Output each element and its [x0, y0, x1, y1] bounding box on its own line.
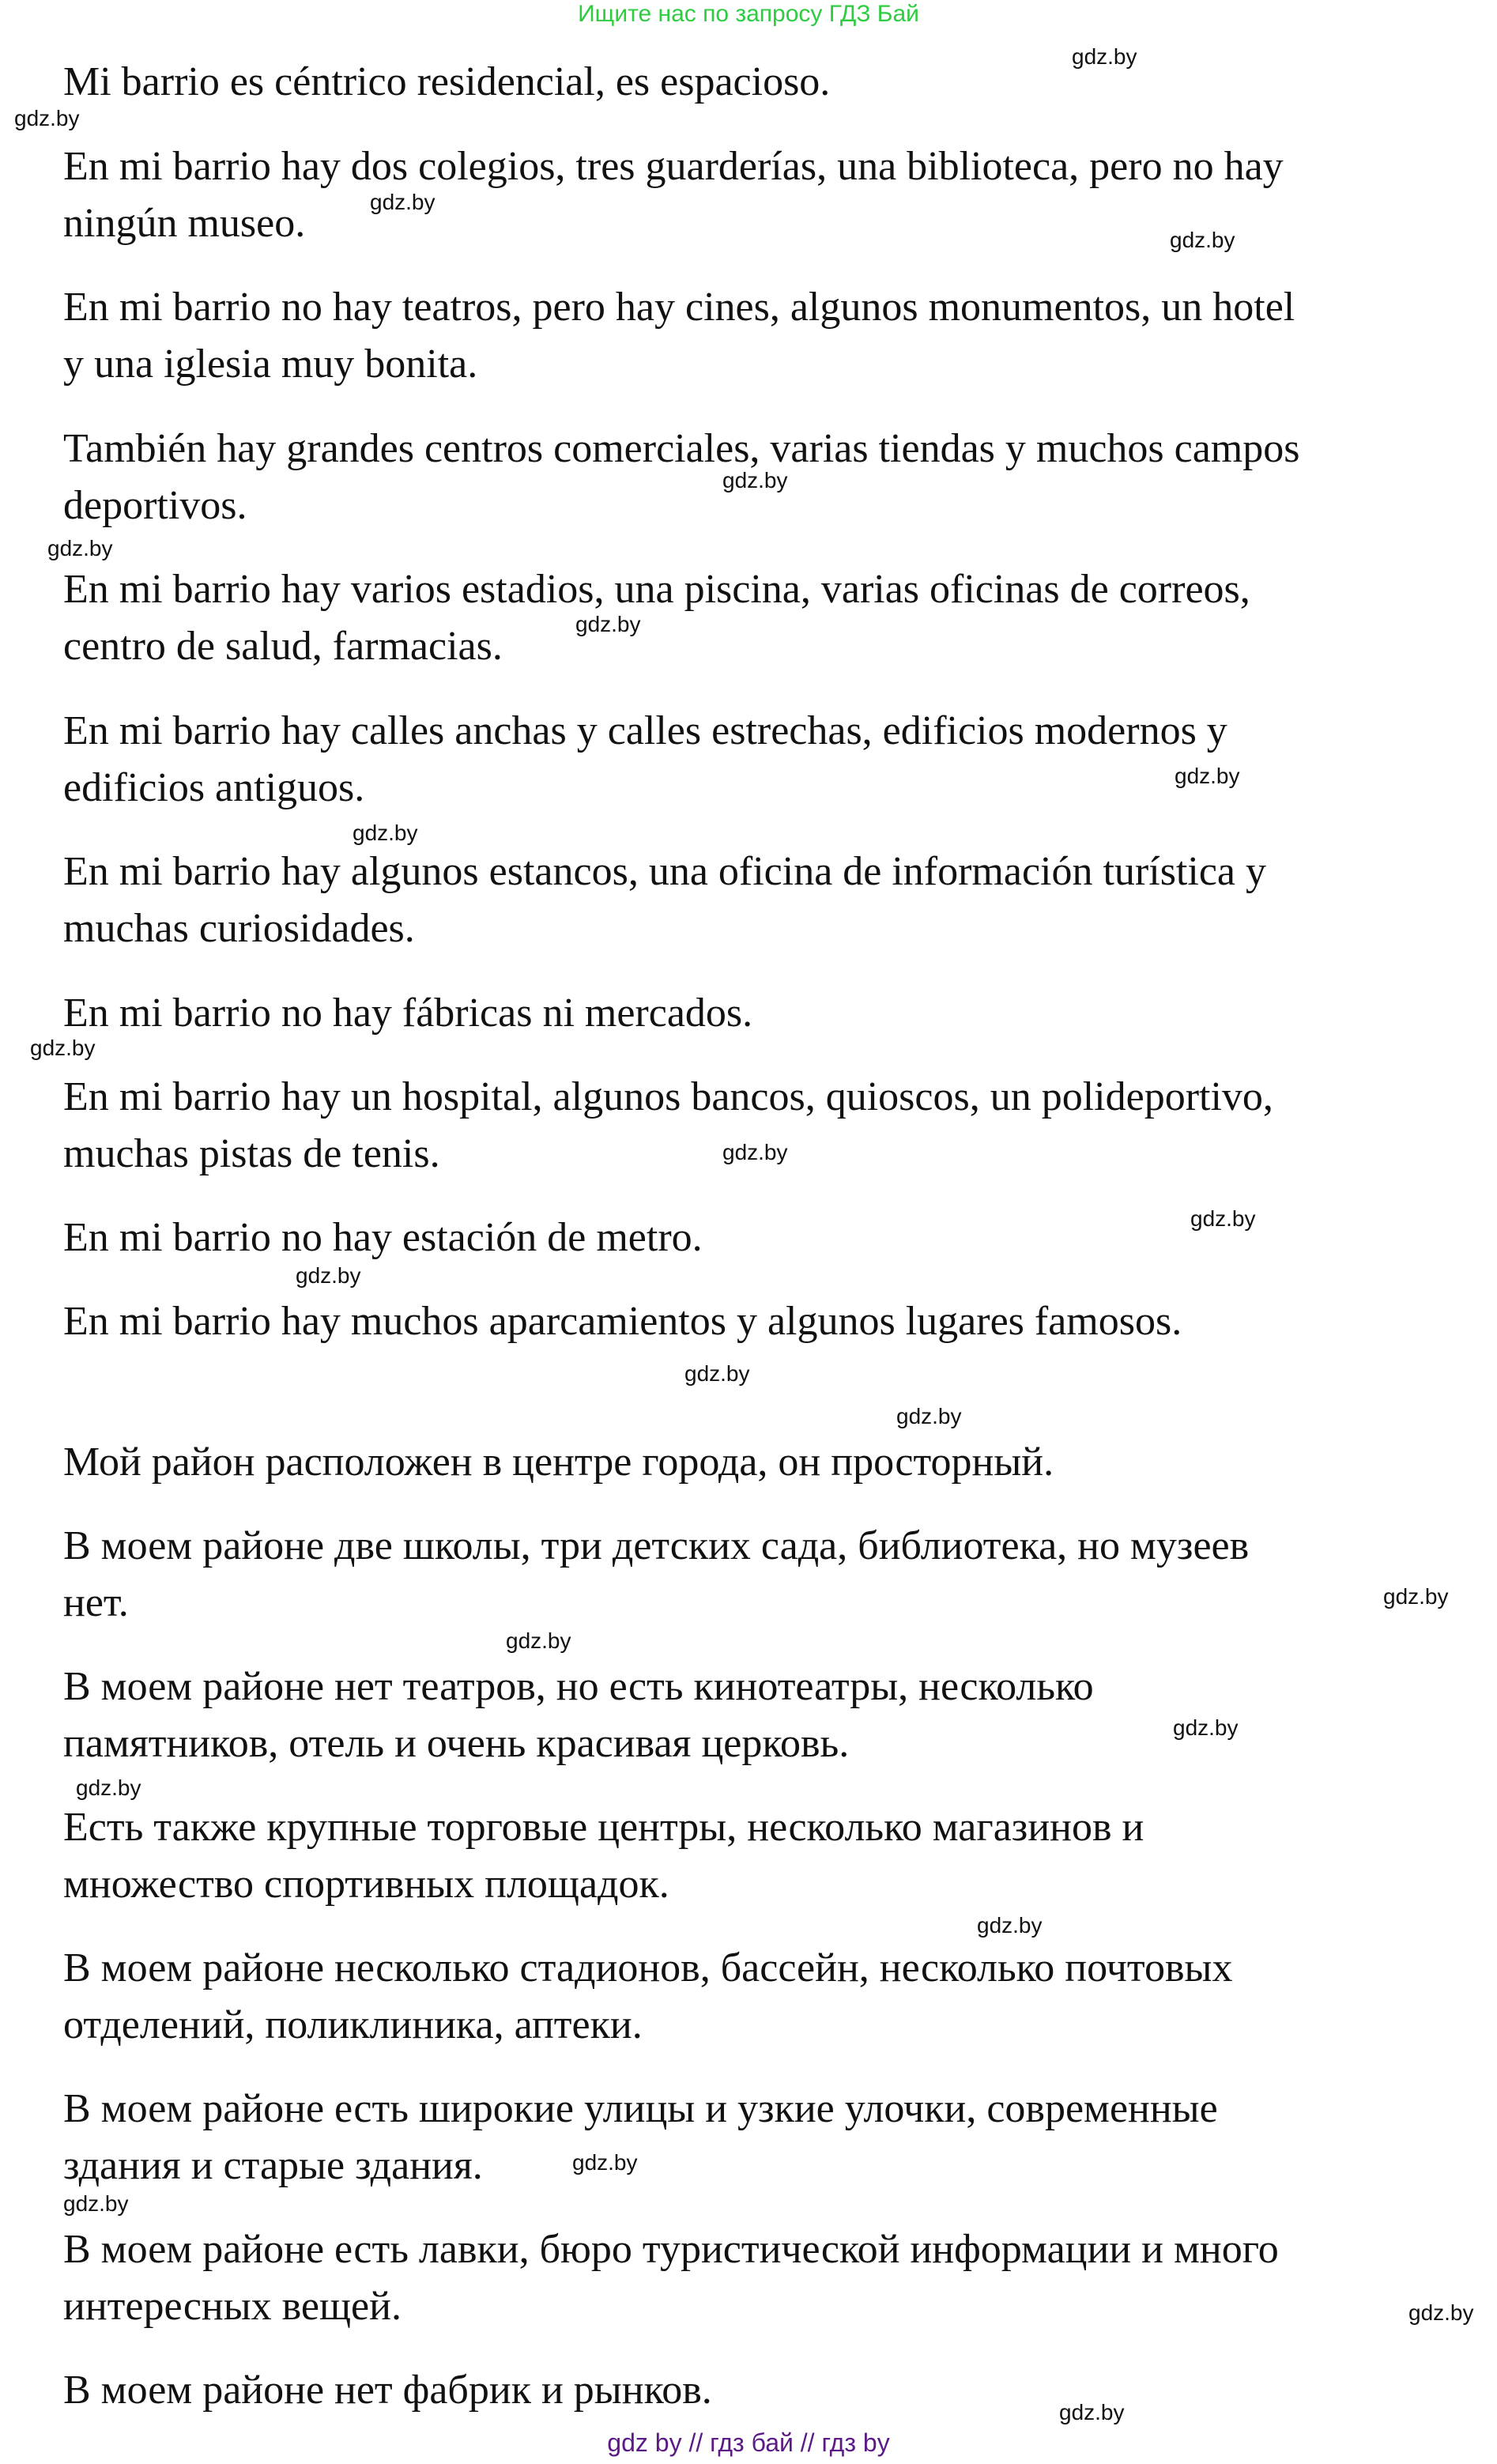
paragraph: También hay grandes centros comerciales, varias tiendas y muchos campos deportivos. [63, 426, 1300, 528]
watermark: gdz.by [14, 106, 80, 130]
watermark: gdz.by [76, 1775, 141, 1800]
paragraph: En mi barrio hay calles anchas y calles estrechas, edificios modernos y edificios antiguos. [63, 708, 1227, 810]
watermark: gdz.by [30, 1036, 96, 1060]
paragraph: En mi barrio hay dos colegios, tres guarderías, una biblioteca, pero no hay ningún museo. [63, 144, 1284, 246]
paragraph: Есть также крупные торговые центры, несколько магазинов и множество спортивных площадок. [63, 1805, 1144, 1907]
paragraph: En mi barrio hay varios estadios, una piscina, varias oficinas de correos, centro de salud, farmacias. [63, 567, 1250, 669]
paragraph: En mi barrio no hay fábricas ni mercados. [63, 991, 753, 1036]
watermark: gdz.by [722, 468, 788, 492]
watermark: gdz.by [1059, 2400, 1125, 2424]
paragraph: En mi barrio hay muchos aparcamientos y algunos lugares famosos. [63, 1299, 1182, 1344]
watermark: gdz.by [1170, 228, 1235, 252]
watermark: gdz.by [370, 190, 436, 214]
paragraph: В моем районе есть лавки, бюро туристической информации и много интересных вещей. [63, 2227, 1279, 2329]
paragraph: Мой район расположен в центре города, он просторный. [63, 1440, 1054, 1485]
watermark: gdz.by [1383, 1584, 1449, 1609]
watermark: gdz.by [1175, 764, 1240, 788]
paragraph: В моем районе нет фабрик и рынков. [63, 2368, 712, 2413]
paragraph: En mi barrio no hay estación de metro. [63, 1215, 703, 1260]
paragraph: Mi barrio es céntrico residencial, es espacioso. [63, 59, 831, 104]
paragraph: En mi barrio no hay teatros, pero hay cines, algunos monumentos, un hotel y una iglesia muy bonita. [63, 285, 1295, 387]
watermark: gdz.by [1408, 2300, 1474, 2325]
watermark: gdz.by [1173, 1715, 1239, 1740]
watermark: gdz.by [575, 612, 641, 636]
watermark: gdz.by [684, 1361, 750, 1386]
watermark: gdz.by [572, 2150, 638, 2175]
paragraph: En mi barrio hay un hospital, algunos bancos, quioscos, un polideportivo, muchas pistas de tenis. [63, 1074, 1273, 1176]
watermark: gdz.by [977, 1913, 1043, 1938]
paragraph: В моем районе есть широкие улицы и узкие улочки, современные здания и старые здания. [63, 2086, 1218, 2188]
watermark: gdz.by [1072, 44, 1137, 69]
footer-link[interactable]: gdz by // гдз бай // гдз by [607, 2428, 890, 2457]
paragraph: В моем районе несколько стадионов, бассейн, несколько почтовых отделений, поликлиника, аптеки. [63, 1945, 1233, 2047]
watermark: gdz.by [896, 1404, 962, 1428]
watermark: gdz.by [506, 1628, 571, 1653]
watermark: gdz.by [1190, 1206, 1256, 1231]
paragraph: En mi barrio hay algunos estancos, una oficina de información turística y muchas curiosidades. [63, 849, 1266, 951]
paragraph: В моем районе две школы, три детских сада, библиотека, но музеев нет. [63, 1523, 1250, 1625]
watermark: gdz.by [47, 536, 113, 560]
watermark: gdz.by [296, 1263, 361, 1288]
watermark: gdz.by [353, 821, 418, 845]
watermark: gdz.by [722, 1140, 788, 1164]
watermark: gdz.by [63, 2191, 129, 2216]
paragraph: В моем районе нет театров, но есть кинотеатры, несколько памятников, отель и очень красивая церковь. [63, 1664, 1094, 1766]
top-banner-link[interactable]: Ищите нас по запросу ГДЗ Бай [578, 1, 919, 27]
